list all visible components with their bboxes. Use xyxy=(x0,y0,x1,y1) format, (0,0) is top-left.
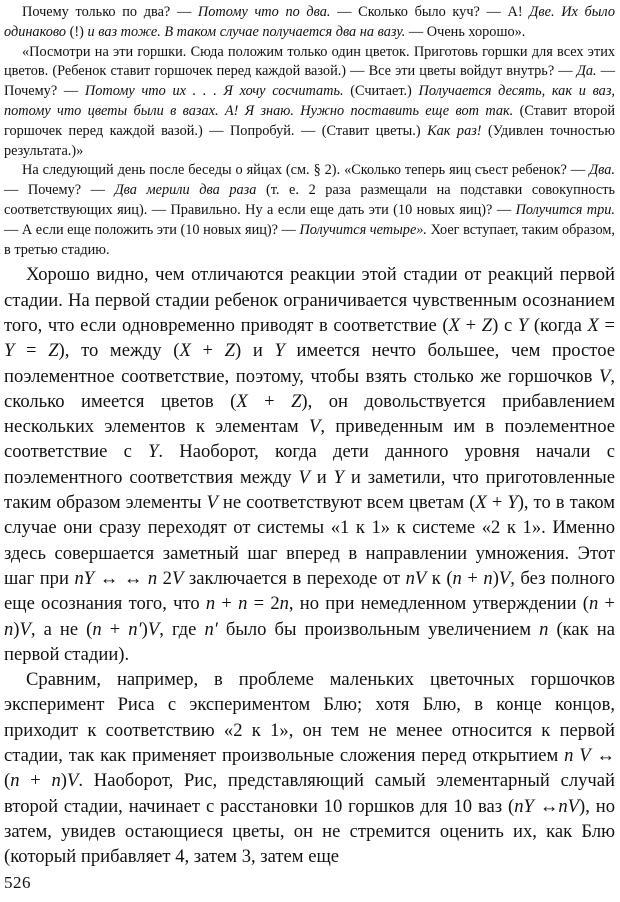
italic-run: V xyxy=(206,492,218,514)
italic-run: Два. xyxy=(589,162,615,179)
italic-run: nV xyxy=(405,567,427,589)
italic-run: Z xyxy=(48,340,59,362)
italic-run: n xyxy=(483,567,493,589)
italic-run: n xyxy=(238,593,248,615)
italic-run: Получается десять, как и ваз, потому что цветы были в вазах. А! Я знаю. Нужно поставить еще вот так. xyxy=(4,83,615,119)
italic-run: V xyxy=(309,416,321,438)
italic-run: n xyxy=(205,593,216,615)
italic-run: n xyxy=(279,593,289,615)
italic-run: V xyxy=(498,567,511,589)
italic-run: Потому что их . . . Я хочу сосчитать. xyxy=(84,83,344,100)
italic-run: Y xyxy=(333,466,344,488)
italic-run: V xyxy=(147,618,160,640)
italic-run: n xyxy=(4,618,14,640)
italic-run: Потому что по два. xyxy=(197,4,331,20)
italic-run: Y xyxy=(148,441,159,463)
italic-run: n xyxy=(588,593,599,615)
italic-run: Получится три. xyxy=(515,201,615,218)
body-paragraph-2: Сравним, например, в проблеме маленьких цветочных горшочков эксперимент Риса с экспериментом Блю; хотя Блю, в конце концов, приходит к соответствию «2 к 1», он тем не менее относится к первой стадии, так как применяет произвольные сложения перед открытием n V ↔ (n + n)V. Наоборот, Рис, представляющий самый элементарный случай второй стадии, начинает с расстановки 10 горшков для 10 ваз (nY ↔nV), но затем, увидев остающиеся цветы, он не стремится оценить их, как Блю (который прибавляет 4, затем 3, затем еще xyxy=(4,669,615,868)
italic-run: n xyxy=(51,770,61,792)
italic-run: V xyxy=(67,770,79,792)
italic-run: Два мерили два раза xyxy=(114,182,257,199)
italic-run: n xyxy=(452,567,462,589)
italic-run: nY xyxy=(74,567,95,589)
body-paragraph-1: Хорошо видно, чем отличаются реакции этой стадии от реакций первой стадии. На первой стадии ребенок ограничивается чувственным осознанием того, что если одновременно приводят в соответствие (X + Z) с Y (когда X = Y = Z), то между (X + Z) и Y имеется нечто большее, чем простое поэлементное соответствие, поэтому, чтобы взять столько же горшочков V, сколько имеется цветов (X + Z), он довольствуется прибавлением нескольких элементов к элементам V, приведенным им в поэлементное соответствие с Y. Наоборот, когда дети данного уровня начали с поэлементного соответствия между V и Y и заметили, что приготовленные таким образом элементы V не соответствуют всем цветам (X + Y), то в таком случае они сразу переходят от системы «1 к 1» к системе «2 к 1». Именно здесь совершается заметный шаг вперед в направлении умножения. Этот шаг при nY ↔ ↔ n 2V заключается в переходе от nV к (n + n)V, без полного еще осознания того, что n + n = 2n, но при немедленном утверждении (n + n)V, а не (n + n′)V, где n′ было бы произвольным увеличением n (как на первой стадии). xyxy=(4,264,616,665)
italic-run: Две. Их было одинаково xyxy=(4,4,615,40)
italic-run: Y xyxy=(274,340,285,362)
italic-run: Как раз! xyxy=(427,122,482,139)
italic-run: V xyxy=(19,618,31,640)
italic-run: Z xyxy=(224,340,235,362)
italic-run: n′ xyxy=(204,618,218,640)
italic-run: V xyxy=(598,365,611,387)
italic-run: V xyxy=(171,567,184,589)
book-page xyxy=(4,3,615,869)
italic-run: X xyxy=(475,492,487,514)
italic-run: Да. xyxy=(576,63,597,80)
italic-run: X xyxy=(587,314,599,336)
page-number: 526 xyxy=(4,873,31,892)
italic-run: Y xyxy=(507,492,518,514)
italic-run: nV xyxy=(558,795,579,817)
italic-run: n xyxy=(147,567,158,589)
italic-run: X xyxy=(448,314,460,336)
italic-run: X xyxy=(179,340,191,362)
italic-run: Z xyxy=(481,314,493,336)
italic-run: Получится четыре». xyxy=(299,221,428,238)
dialogue-paragraph-3: На следующий день после беседы о яйцах (см. § 2). «Сколько теперь яиц съест ребенок? — Два. — Почему? — Два мерили два раза (т. е. 2 раза размещали на подставки совокупность соответствующих яиц). — Правильно. Ну а если еще дать эти (10 новых яиц)? — Получится три. — А если еще положить эти (10 новых яиц)? — Получится четыре». Хоег вступает, таким образом, в третью стадию. xyxy=(4,162,615,258)
italic-run: n V xyxy=(564,745,591,766)
italic-run: Y xyxy=(4,340,15,362)
italic-run: n xyxy=(10,770,20,792)
italic-run: n′ xyxy=(128,618,142,640)
italic-run: Z xyxy=(291,390,302,412)
italic-run: V xyxy=(298,466,310,488)
italic-run: nY xyxy=(514,795,534,817)
italic-run: n xyxy=(539,618,549,640)
italic-run: X xyxy=(236,390,248,412)
italic-run: Y xyxy=(517,314,529,336)
dialogue-paragraph-1: Почему только по два? — Потому что по два. — Сколько было куч? — А! Две. Их было одинаково (!) и ваз тоже. В таком случае получается два на вазу. — Очень хорошо». xyxy=(4,4,615,40)
dialogue-paragraph-2: «Посмотри на эти горшки. Сюда положим только один цветок. Приготовь горшки для всех этих цветов. (Ребенок ставит горшочек перед каждой вазой.) — Все эти цветы войдут внутрь? — Да. — Почему? — Потому что их . . . Я хочу сосчитать. (Считает.) Получается десять, как и ваз, потому что цветы были в вазах. А! Я знаю. Нужно поставить еще вот так. (Ставит второй горшочек перед каждой вазой.) — Попробуй. — (Ставит цветы.) Как раз! (Удивлен точностью результата.)» xyxy=(4,43,615,159)
italic-run: и ваз тоже. В таком случае получается два на вазу. xyxy=(87,23,406,40)
italic-run: n xyxy=(92,618,102,640)
